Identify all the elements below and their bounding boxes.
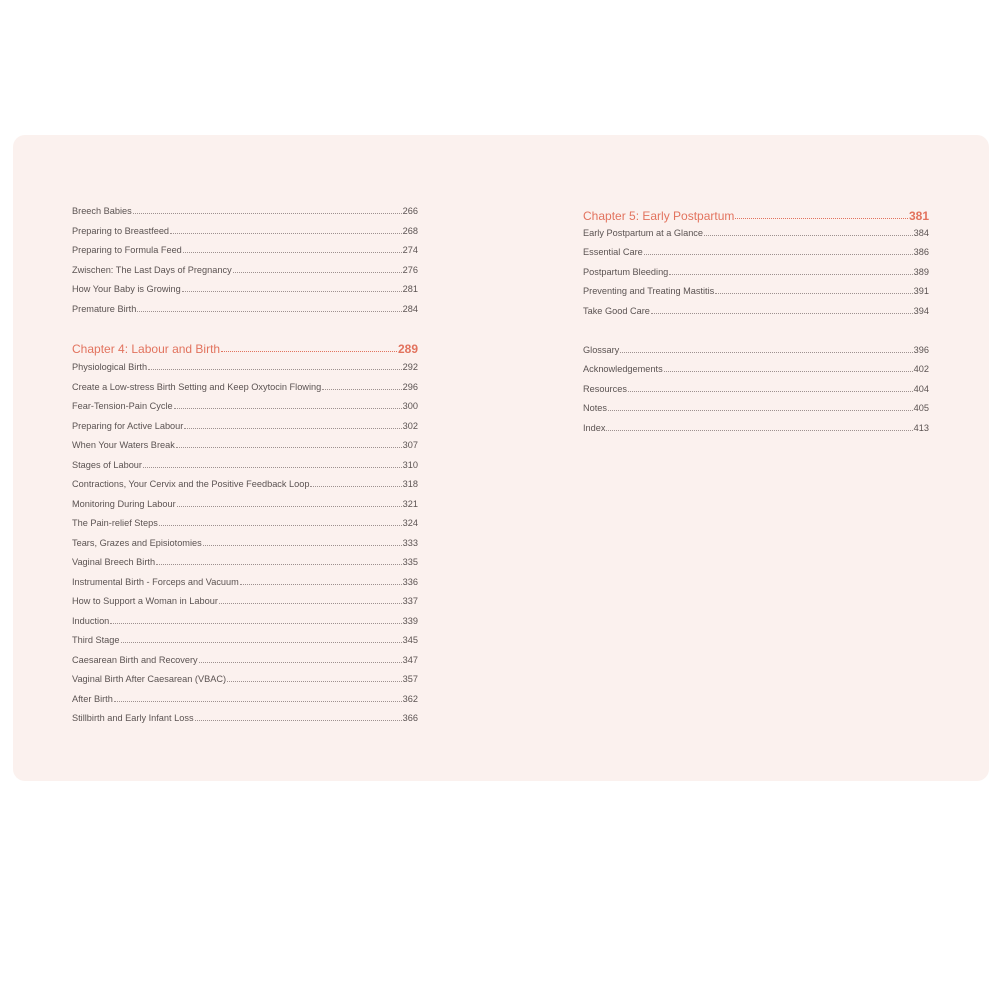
- toc-entry-title: Postpartum Bleeding: [583, 267, 669, 277]
- dot-leader: [608, 409, 913, 411]
- toc-entry-page: 362: [402, 694, 418, 704]
- toc-entry-title: Vaginal Birth After Caesarean (VBAC): [72, 674, 227, 684]
- dot-leader: [148, 368, 402, 370]
- dot-leader: [143, 466, 402, 468]
- toc-entry-page: 366: [402, 713, 418, 723]
- toc-entry-title: The Pain-relief Steps: [72, 518, 158, 528]
- dot-leader: [182, 290, 402, 292]
- toc-entry-page: 296: [402, 382, 418, 392]
- toc-entry[interactable]: [72, 221, 418, 237]
- toc-entry-page: 394: [913, 306, 929, 316]
- toc-entry[interactable]: [72, 299, 418, 315]
- toc-entry-page: 324: [402, 518, 418, 528]
- toc-entry[interactable]: [72, 416, 418, 432]
- toc-entry-page: 336: [402, 577, 418, 587]
- toc-entry[interactable]: [583, 359, 929, 375]
- toc-entry-title: Create a Low-stress Birth Setting and Keep Oxytocin Flowing: [72, 382, 322, 392]
- toc-entry[interactable]: [72, 513, 418, 529]
- toc-entry-title: Tears, Grazes and Episiotomies: [72, 538, 202, 548]
- dot-leader: [704, 234, 913, 236]
- chapter-page: 381: [908, 209, 929, 223]
- dot-leader: [184, 427, 401, 429]
- dot-leader: [133, 212, 402, 214]
- toc-entry[interactable]: [72, 279, 418, 295]
- dot-leader: [664, 370, 913, 372]
- dot-leader: [195, 719, 402, 721]
- toc-entry[interactable]: [583, 242, 929, 258]
- toc-entry-page: 357: [402, 674, 418, 684]
- chapter-title: Chapter 5: Early Postpartum: [583, 209, 735, 223]
- dot-leader: [156, 563, 402, 565]
- dot-leader: [651, 312, 913, 314]
- toc-entry-title: Instrumental Birth - Forceps and Vacuum: [72, 577, 239, 587]
- toc-entry-page: 310: [402, 460, 418, 470]
- toc-entry-title: Stillbirth and Early Infant Loss: [72, 713, 194, 723]
- toc-entry-title: After Birth: [72, 694, 113, 704]
- toc-entry-page: 402: [913, 364, 929, 374]
- toc-entry-page: 300: [402, 401, 418, 411]
- dot-leader: [110, 622, 401, 624]
- toc-entry[interactable]: [583, 281, 929, 297]
- toc-entry-page: 335: [402, 557, 418, 567]
- toc-entry-title: Stages of Labour: [72, 460, 142, 470]
- toc-entry-page: 292: [402, 362, 418, 372]
- dot-leader: [176, 446, 402, 448]
- toc-entry[interactable]: [72, 260, 418, 276]
- toc-entry-title: Resources: [583, 384, 627, 394]
- toc-entry-title: Take Good Care: [583, 306, 650, 316]
- dot-leader: [170, 232, 402, 234]
- toc-entry-page: 347: [402, 655, 418, 665]
- dot-leader: [240, 583, 402, 585]
- chapter-page: 289: [397, 342, 418, 356]
- toc-entry[interactable]: [72, 240, 418, 256]
- toc-entry[interactable]: [583, 223, 929, 239]
- toc-spread: [13, 135, 989, 781]
- toc-entry[interactable]: [72, 377, 418, 393]
- dot-leader: [669, 273, 912, 275]
- toc-entry-title: Fear-Tension-Pain Cycle: [72, 401, 173, 411]
- toc-entry[interactable]: [583, 379, 929, 395]
- dot-leader: [203, 544, 402, 546]
- dot-leader: [183, 251, 402, 253]
- toc-entry-page: 339: [402, 616, 418, 626]
- toc-entry[interactable]: [72, 552, 418, 568]
- toc-entry[interactable]: [72, 572, 418, 588]
- toc-entry-page: 266: [402, 206, 418, 216]
- toc-entry-page: 307: [402, 440, 418, 450]
- dot-leader: [219, 602, 402, 604]
- toc-entry-title: Preparing for Active Labour: [72, 421, 184, 431]
- toc-entry-page: 276: [402, 265, 418, 275]
- toc-entry-page: 281: [402, 284, 418, 294]
- toc-entry-title: Preparing to Breastfeed: [72, 226, 170, 236]
- toc-entry-page: 337: [402, 596, 418, 606]
- toc-entry[interactable]: [72, 689, 418, 705]
- toc-entry-page: 384: [913, 228, 929, 238]
- toc-entry-title: Preparing to Formula Feed: [72, 245, 182, 255]
- toc-entry[interactable]: [72, 611, 418, 627]
- dot-leader: [644, 253, 913, 255]
- dot-leader: [121, 641, 402, 643]
- dot-leader: [227, 680, 402, 682]
- dot-leader: [177, 505, 402, 507]
- toc-entry[interactable]: [72, 201, 418, 217]
- toc-entry-page: 404: [913, 384, 929, 394]
- toc-entry-page: 333: [402, 538, 418, 548]
- toc-entry-title: Zwischen: The Last Days of Pregnancy: [72, 265, 232, 275]
- dot-leader: [322, 388, 401, 390]
- toc-entry-page: 321: [402, 499, 418, 509]
- toc-entry-title: Contractions, Your Cervix and the Positive Feedback Loop: [72, 479, 310, 489]
- dot-leader: [620, 351, 912, 353]
- toc-entry[interactable]: [72, 494, 418, 510]
- toc-entry-page: 274: [402, 245, 418, 255]
- toc-entry[interactable]: [72, 591, 418, 607]
- toc-entry-page: 386: [913, 247, 929, 257]
- dot-leader: [174, 407, 402, 409]
- toc-entry[interactable]: [583, 398, 929, 414]
- dot-leader: [628, 390, 913, 392]
- toc-entry[interactable]: [72, 474, 418, 490]
- dot-leader: [199, 661, 402, 663]
- toc-entry-title: Physiological Birth: [72, 362, 148, 372]
- chapter-title: Chapter 4: Labour and Birth: [72, 342, 221, 356]
- toc-entry[interactable]: [583, 301, 929, 317]
- dot-leader: [715, 292, 912, 294]
- toc-entry-page: 318: [402, 479, 418, 489]
- toc-entry[interactable]: [72, 630, 418, 646]
- toc-entry-title: Glossary: [583, 345, 620, 355]
- toc-entry-page: 405: [913, 403, 929, 413]
- toc-chapter-heading[interactable]: [72, 337, 418, 355]
- toc-entry[interactable]: [72, 708, 418, 724]
- toc-entry-title: Vaginal Breech Birth: [72, 557, 156, 567]
- toc-entry-title: Breech Babies: [72, 206, 132, 216]
- dot-leader: [159, 524, 402, 526]
- toc-entry-title: Premature Birth: [72, 304, 137, 314]
- toc-entry[interactable]: [583, 418, 929, 434]
- toc-entry-title: Preventing and Treating Mastitis: [583, 286, 715, 296]
- dot-leader: [221, 350, 397, 352]
- toc-entry-title: Caesarean Birth and Recovery: [72, 655, 198, 665]
- toc-entry-title: Notes: [583, 403, 608, 413]
- toc-entry-title: How Your Baby is Growing: [72, 284, 181, 294]
- toc-entry-page: 284: [402, 304, 418, 314]
- toc-entry[interactable]: [583, 262, 929, 278]
- toc-entry-title: How to Support a Woman in Labour: [72, 596, 218, 606]
- dot-leader: [310, 485, 401, 487]
- toc-entry-page: 268: [402, 226, 418, 236]
- dot-leader: [114, 700, 402, 702]
- dot-leader: [137, 310, 401, 312]
- toc-chapter-heading[interactable]: [583, 204, 929, 222]
- toc-entry[interactable]: [583, 340, 929, 356]
- toc-entry-title: Index: [583, 423, 606, 433]
- toc-entry-title: Acknowledgements: [583, 364, 663, 374]
- toc-entry-title: Monitoring During Labour: [72, 499, 176, 509]
- toc-entry-title: Essential Care: [583, 247, 643, 257]
- toc-entry-page: 396: [913, 345, 929, 355]
- toc-entry[interactable]: [72, 650, 418, 666]
- toc-entry-title: Early Postpartum at a Glance: [583, 228, 704, 238]
- dot-leader: [233, 271, 402, 273]
- toc-entry-page: 302: [402, 421, 418, 431]
- toc-entry[interactable]: [72, 533, 418, 549]
- toc-entry-title: When Your Waters Break: [72, 440, 175, 450]
- dot-leader: [606, 429, 912, 431]
- toc-entry-page: 413: [913, 423, 929, 433]
- toc-entry[interactable]: [72, 357, 418, 373]
- toc-entry-page: 345: [402, 635, 418, 645]
- toc-entry[interactable]: [72, 455, 418, 471]
- toc-entry-title: Third Stage: [72, 635, 120, 645]
- toc-entry[interactable]: [72, 396, 418, 412]
- toc-entry[interactable]: [72, 435, 418, 451]
- dot-leader: [735, 217, 908, 219]
- toc-entry-page: 389: [913, 267, 929, 277]
- toc-entry[interactable]: [72, 669, 418, 685]
- toc-entry-page: 391: [913, 286, 929, 296]
- toc-entry-title: Induction: [72, 616, 110, 626]
